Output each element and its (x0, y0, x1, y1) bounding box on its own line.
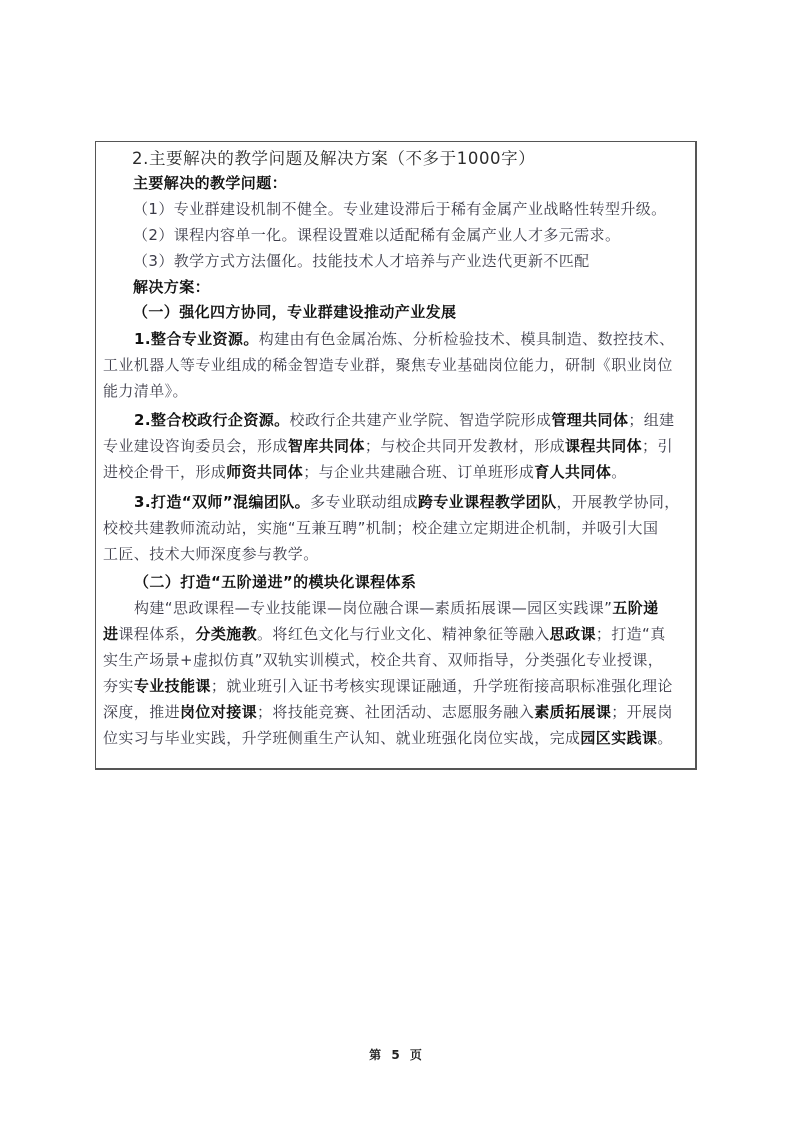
item3-line3: 工匠、技术大师深度参与教学。 (103, 545, 319, 563)
text: ；打造“真 (595, 625, 666, 643)
item2-line3 (103, 462, 627, 482)
part2-line1 (134, 598, 659, 618)
item1-line3: 能力清单》。 (103, 382, 188, 400)
text: 进校企骨干，形成 (103, 463, 227, 481)
part2-heading: （二）打造“五阶递进”的模块化课程体系 (134, 573, 417, 591)
item1-line1 (134, 329, 675, 349)
bold-term: 育人共同体 (534, 463, 612, 481)
page-number: 第 5 页 (369, 1048, 425, 1062)
text: ；与企业共建融合班、订单班形成 (303, 463, 535, 481)
bold-term: 课程共同体 (565, 437, 643, 455)
problem-3: （3）教学方式方法僵化。技能技术人才培养与产业迭代更新不匹配 (133, 252, 590, 270)
text: 多专业联动组成 (310, 493, 418, 511)
bold-term: 进 (103, 625, 119, 643)
item1-lead: 1.整合专业资源。 (134, 330, 259, 348)
item2-line1 (134, 410, 675, 430)
part2-line2 (103, 624, 666, 644)
part1-heading: （一）强化四方协同，专业群建设推动产业发展 (133, 303, 457, 321)
bold-term: 师资共同体 (226, 463, 304, 481)
bold-term: 园区实践课 (580, 729, 658, 747)
part2-line5 (103, 702, 673, 722)
item1-line2: 工业机器人等专业组成的稀金智造专业群，聚焦专业基础岗位能力，研制《职业岗位 (103, 356, 673, 374)
item3-line2: 校校共建教师流动站，实施“互兼互聘”机制；校企建立定期进企机制，并吸引大国 (103, 519, 659, 537)
text: ；就业班引入证书考核实现课证融通，升学班衔接高职标准强化理论 (210, 677, 673, 695)
bold-term: 素质拓展课 (534, 703, 612, 721)
item1-text: 构建由有色金属冶炼、分析检验技术、模具制造、数控技术、 (258, 330, 675, 348)
text: 专业建设咨询委员会，形成 (103, 437, 288, 455)
item3-line1 (134, 492, 680, 512)
text: 深度，推进 (103, 703, 181, 721)
problems-heading: 主要解决的教学问题： (133, 174, 288, 192)
text: 。 (657, 729, 673, 747)
bold-term: 专业技能课 (133, 677, 211, 695)
text: 构建“思政课程—专业技能课—岗位融合课—素质拓展课—园区实践课” (134, 599, 613, 617)
bold-term: 岗位对接课 (180, 703, 258, 721)
text: 。 (611, 463, 627, 481)
text: ；组建 (628, 411, 675, 429)
text: 校政行企共建产业学院、智造学院形成 (289, 411, 552, 429)
content-box (95, 141, 697, 770)
text: 课程体系， (118, 625, 196, 643)
item3-lead: 3.打造“双师”混编团队。 (134, 493, 311, 511)
bold-term: 智库共同体 (287, 437, 365, 455)
bold-term: 五阶递 (612, 599, 659, 617)
text: ，开展教学协同， (556, 493, 680, 511)
section-title: 2.主要解决的教学问题及解决方案（不多于1000字） (132, 149, 536, 168)
bold-term: 思政课 (549, 625, 596, 643)
bold-term: 跨专业课程教学团队 (417, 493, 557, 511)
solutions-heading: 解决方案： (133, 278, 211, 296)
part2-line4 (103, 676, 673, 696)
problem-1: （1）专业群建设机制不健全。专业建设滞后于稀有金属产业战略性转型升级。 (133, 200, 667, 218)
text: ；引 (642, 437, 673, 455)
bold-term: 分类施教 (195, 625, 258, 643)
text: ；与校企共同开发教材，形成 (364, 437, 566, 455)
item2-line2 (103, 436, 673, 456)
part2-line3: 实生产场景+虚拟仿真”双轨实训模式，校企共育、双师指导，分类强化专业授课， (103, 651, 664, 669)
text: 。将红色文化与行业文化、精神象征等融入 (257, 625, 550, 643)
text: 夯实 (103, 677, 134, 695)
item2-lead: 2.整合校政行企资源。 (134, 411, 290, 429)
text: ；将技能竞赛、社团活动、志愿服务融入 (257, 703, 535, 721)
problem-2: （2）课程内容单一化。课程设置难以适配稀有金属产业人才多元需求。 (133, 226, 621, 244)
bold-term: 管理共同体 (551, 411, 629, 429)
text: 位实习与毕业实践，升学班侧重生产认知、就业班强化岗位实战，完成 (103, 729, 581, 747)
part2-line6 (103, 728, 673, 748)
text: ；开展岗 (611, 703, 673, 721)
